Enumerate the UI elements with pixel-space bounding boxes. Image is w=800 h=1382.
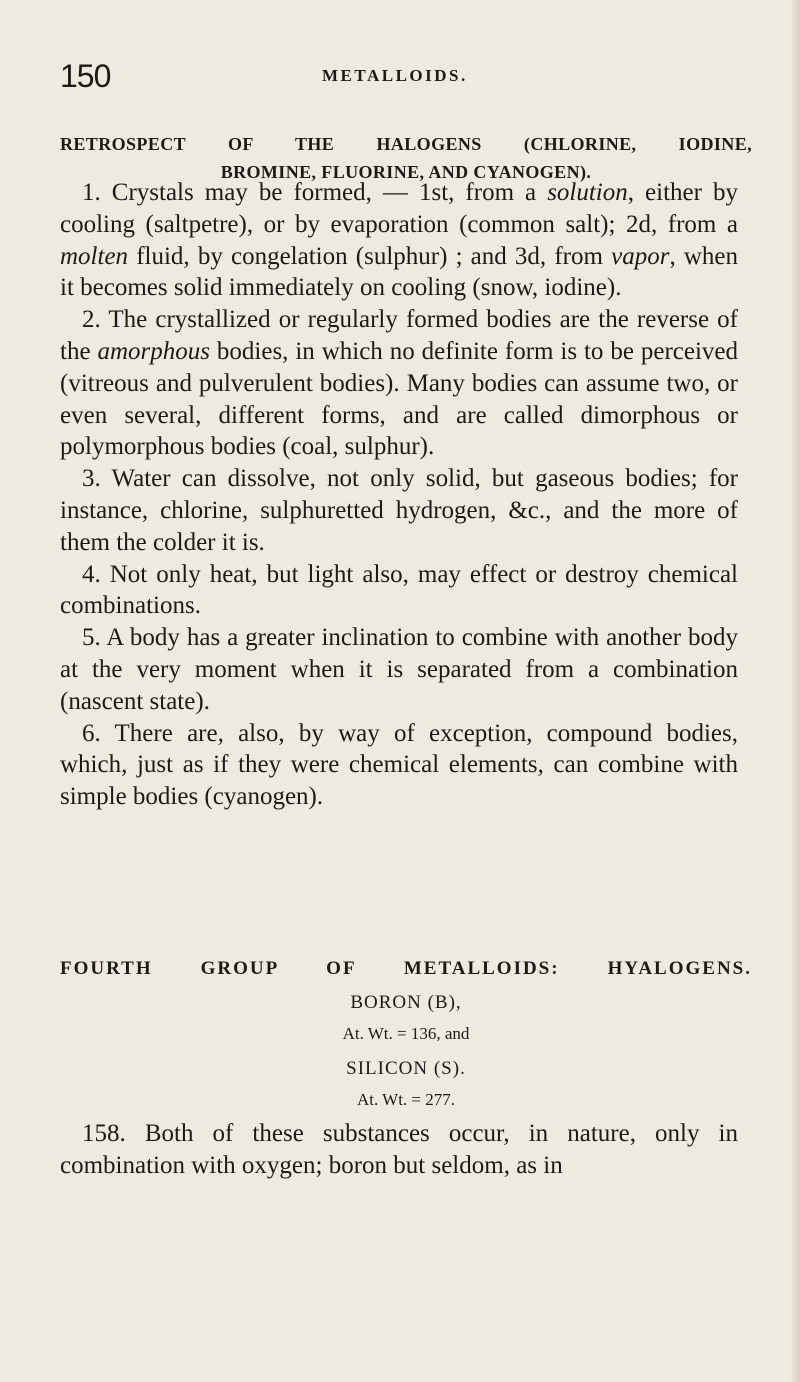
atomic-weight-boron: At. Wt. = 136, and [342,1024,470,1043]
retrospect-list [60,177,738,813]
running-head: METALLOIDS. [322,66,468,85]
section-title-line-2: BROMINE, FLUORINE, AND CYANOGEN). [220,162,592,182]
list-item: 5. A body has a greater inclination to combine with another body at the very moment when it is separated from a combination (nascent state). [60,624,738,715]
emphasis-solution: solution [547,179,628,206]
page-number: 150 [60,58,111,94]
emphasis-molten: molten [60,242,129,270]
list-item: 1. Crystals may be formed, — 1st, from a solution, either by cooling (saltpetre), or by evaporation (common salt); 2d, from a molten fluid, by congelation (sulphur) ; and 3d, from vapor, when it becomes solid immediately on cooling (snow, iodine). [60,179,738,302]
paragraph-text: 158. Both of these substances occur, in nature, only in combination with oxygen; boron but seldom, as in [60,1120,738,1179]
section-title-line-1: RETROSPECT OF THE HALOGENS (CHLORINE, IODINE, [60,134,752,154]
group-title: FOURTH GROUP OF METALLOIDS: HYALOGENS. [60,958,752,979]
list-item: 3. Water can dissolve, not only solid, but gaseous bodies; for instance, chlorine, sulphuretted hydrogen, &c., and the more of them the colder it is. [60,465,738,556]
atomic-weight-silicon: At. Wt. = 277. [356,1090,456,1109]
element-name-boron: BORON (B), [350,992,462,1013]
element-name-silicon: SILICON (S). [346,1058,466,1079]
list-item: 6. There are, also, by way of exception, compound bodies, which, just as if they were chemical elements, can combine with simple bodies (cyanogen). [60,719,738,811]
page-edge-shadow [790,0,800,1382]
paragraph-158 [60,1118,738,1182]
emphasis-vapor: vapor [611,242,670,270]
list-item: 4. Not only heat, but light also, may effect or destroy chemical combinations. [60,560,738,620]
list-item: 2. The crystallized or regularly formed bodies are the reverse of the amorphous bodies, in which no definite form is to be perceived (vitreous and pulverulent bodies). Many bodies can assume two, or even several, different forms, and are called dimorphous or polymorphous bodies (coal, sulphur). [60,306,739,461]
page-header [60,58,750,98]
emphasis-amorphous: amorphous [97,337,210,365]
